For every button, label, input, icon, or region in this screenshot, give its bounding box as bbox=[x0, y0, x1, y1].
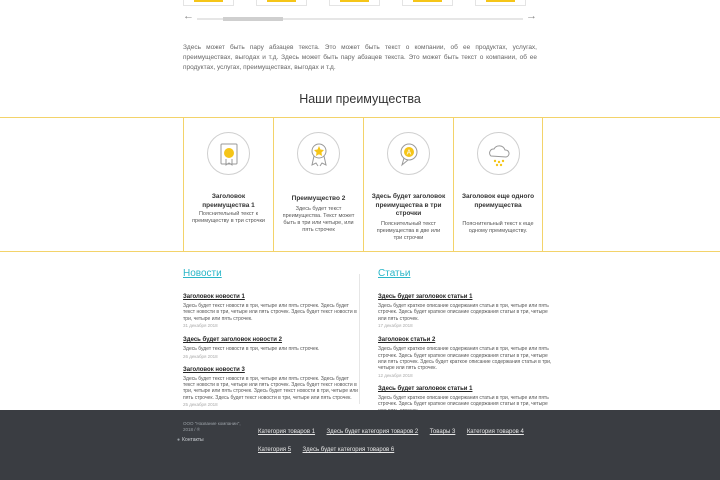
arrow-right-icon[interactable]: → bbox=[526, 10, 537, 22]
carousel-scrollbar[interactable] bbox=[183, 10, 537, 25]
article-item-title[interactable]: Заголовок статьи 2 bbox=[378, 337, 436, 344]
article-item-date: 17 декабря 2018 bbox=[378, 323, 413, 329]
product-buy-button[interactable] bbox=[413, 0, 442, 2]
product-buy-button[interactable] bbox=[340, 0, 369, 2]
news-item bbox=[183, 366, 358, 409]
footer-link[interactable]: Категория товаров 4 bbox=[466, 429, 524, 435]
product-card[interactable] bbox=[402, 0, 453, 6]
footer-link[interactable]: Товары 3 bbox=[429, 429, 456, 435]
product-buy-button[interactable] bbox=[194, 0, 223, 2]
news-item-date: 25 декабря 2018 bbox=[183, 402, 218, 408]
footer-contacts-label[interactable]: Контакты bbox=[182, 437, 204, 443]
footer-link[interactable]: Здесь будет категория товаров 2 bbox=[326, 429, 419, 435]
footer-company: ООО "Название компании", 2018 / ® bbox=[183, 421, 241, 432]
product-buy-button[interactable] bbox=[486, 0, 515, 2]
article-item-date: 12 декабря 2018 bbox=[378, 372, 413, 378]
award-ribbon-icon bbox=[297, 132, 340, 175]
footer-category-links bbox=[258, 420, 558, 456]
advantage-heading: Заголовок еще одного преимущества bbox=[461, 193, 535, 209]
location-pin-icon: ● bbox=[177, 437, 181, 443]
arrow-left-icon[interactable]: ← bbox=[183, 10, 194, 22]
svg-text:A: A bbox=[406, 149, 412, 157]
news-item-title[interactable]: Заголовок новости 1 bbox=[183, 294, 245, 300]
product-buy-button[interactable] bbox=[267, 0, 296, 2]
advantages-band bbox=[0, 117, 720, 252]
article-item bbox=[378, 293, 553, 329]
footer-contacts-link[interactable] bbox=[177, 437, 204, 443]
news-item bbox=[183, 336, 358, 359]
news-item-title[interactable]: Здесь будет заголовок новости 2 bbox=[183, 337, 282, 344]
footer-link[interactable]: Здесь будет категория товаров 6 bbox=[302, 447, 395, 453]
news-item-date: 31 декабря 2018 bbox=[183, 323, 218, 329]
advantage-card bbox=[273, 118, 363, 251]
footer-link[interactable]: Категория товаров 1 bbox=[258, 429, 316, 435]
intro-text: Здесь может быть пару абзацев текста. Это может быть текст о компании, об ее продуктах, услугах, преимуществах, выгодах и т.д. Здесь может быть пару абзацев текста. Это может быть текст о компании, об ее продуктах, услугах, преимуществах, выгодах и т.д. bbox=[183, 44, 537, 71]
news-item-date: 26 декабря 2018 bbox=[183, 353, 218, 359]
medal-icon bbox=[207, 132, 250, 175]
advantage-text: Пояснительный текст преимущества в две или три строчки bbox=[376, 221, 441, 241]
news-articles-section bbox=[0, 260, 720, 410]
article-item-text: Здесь будет краткое описание содержания статьи в три, четыре или пять строчек. Здесь будет краткое описание содержания статьи в три, четыре bbox=[378, 394, 549, 408]
article-item-title[interactable]: Здесь будет заголовок статьи 1 bbox=[378, 294, 473, 300]
column-divider bbox=[359, 274, 360, 404]
news-item-title[interactable]: Заголовок новости 3 bbox=[183, 366, 245, 373]
advantage-card bbox=[453, 118, 543, 251]
news-item-text: Здесь будет текст новости в три, четыре или пять строчек. Здесь будет текст новости в три, четыре или пять строчек. Здесь будет текст новости в три, четыре или пять строчек. bbox=[183, 303, 357, 322]
news-item bbox=[183, 293, 358, 329]
advantage-card bbox=[363, 118, 453, 251]
articles-column bbox=[378, 260, 553, 421]
news-title-link[interactable]: Новости bbox=[183, 268, 222, 279]
footer bbox=[0, 410, 720, 480]
article-item bbox=[378, 336, 553, 379]
advantage-heading: Здесь будет заголовок преимущества в три строчки bbox=[371, 193, 446, 217]
footer-link[interactable]: Категория 5 bbox=[258, 447, 292, 453]
advantage-heading: Заголовок преимущества 1 bbox=[202, 193, 255, 209]
advantage-text: Пояснительный текст к преимуществу в три строчки bbox=[192, 211, 265, 224]
advantage-text: Пояснительный текст к еще одному преимуществу. bbox=[462, 221, 534, 234]
product-card[interactable] bbox=[256, 0, 307, 6]
advantage-heading: Преимущество 2 bbox=[291, 195, 346, 202]
advantage-text: Здесь будет текст преимущества. Текст может быть в три или четыре, или пять строчек bbox=[282, 206, 355, 233]
product-card[interactable] bbox=[329, 0, 380, 6]
article-item-text: Здесь будет краткое описание содержания статьи в три, четыре или пять строчек. Здесь будет краткое описание содержания статьи в три, четыре или пять строчек. bbox=[378, 303, 549, 322]
product-card[interactable] bbox=[475, 0, 526, 6]
articles-title-link[interactable]: Статьи bbox=[378, 268, 411, 279]
product-card[interactable] bbox=[183, 0, 234, 6]
news-item-text: Здесь будет текст новости в три, четыре или пять строчек. bbox=[183, 346, 320, 353]
news-column bbox=[183, 260, 358, 408]
news-item-text: Здесь будет текст новости в три, четыре или пять строчек. Здесь будет текст новости в три, четыре или пять строчек. Здесь будет текст новости в три, четыре или пять строчек. Здесь будет текст новости в три, четыре или пять строчек. Здесь будет текст новости в три, четыре или пять строчек. bbox=[183, 375, 358, 401]
scroll-track[interactable] bbox=[197, 18, 523, 20]
product-carousel bbox=[0, 0, 720, 30]
cloud-stars-icon bbox=[477, 132, 520, 175]
article-item-text: Здесь будет краткое описание содержания статьи в три, четыре или пять строчек. Здесь будет краткое описание содержания статьи в три, четыре или пять строчек. Здесь будет краткое описание содержания статьи в три, четыре или пять строчек. bbox=[378, 346, 552, 372]
chat-bubble-icon bbox=[387, 132, 430, 175]
scroll-thumb[interactable] bbox=[223, 17, 283, 21]
article-item-title[interactable]: Здесь будет заголовок статьи 1 bbox=[378, 385, 473, 392]
advantages-title: Наши преимущества bbox=[299, 92, 421, 106]
advantage-card bbox=[183, 118, 273, 251]
